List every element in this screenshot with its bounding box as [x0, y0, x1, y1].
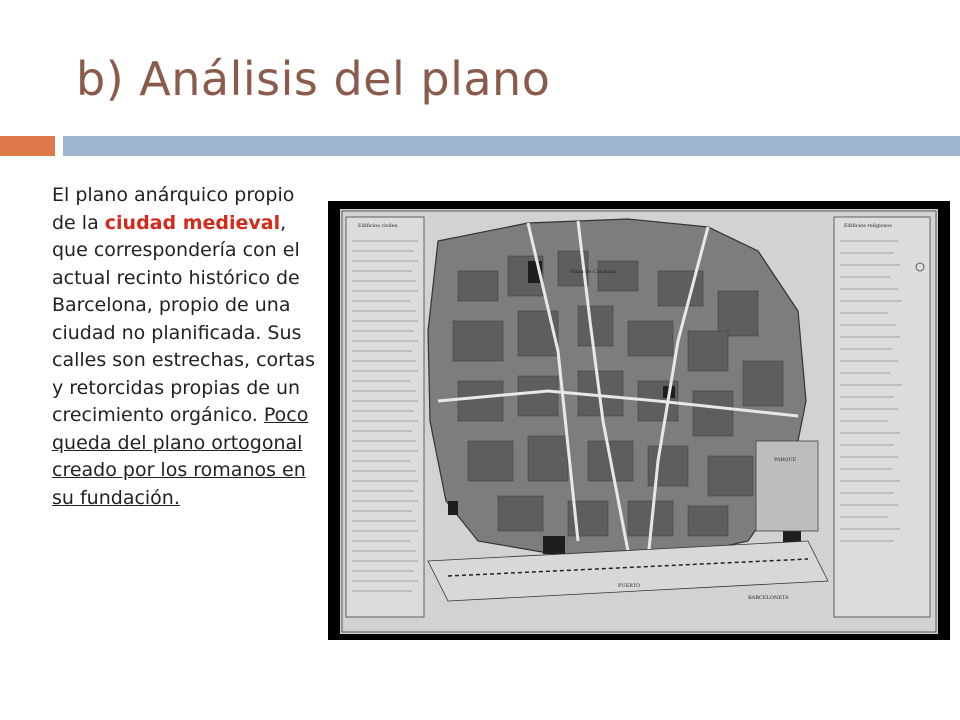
park-label: PARQUE [774, 457, 797, 463]
highlight-ciudad-medieval: ciudad medieval [104, 211, 281, 234]
map-drawing [328, 201, 950, 640]
right-legend-title: Edificios religiosos [844, 223, 892, 229]
body-paragraph [52, 182, 320, 512]
port-label: PUERTO [618, 583, 641, 589]
accent-bar-orange [0, 136, 55, 156]
plaza-label: Plaza de Cataluña [570, 269, 616, 275]
slide-title: b) Análisis del plano [76, 52, 551, 106]
barceloneta-label: BARCELONETA [748, 595, 789, 601]
accent-bar-blue [63, 136, 960, 156]
park-area [756, 441, 818, 531]
body-text-description: , que correspondería con el actual recinto histórico de Barcelona, propio de una ciudad no planificada. Sus calles son estrechas, cortas y retorcidas propias de un crecimiento orgánico. [52, 211, 315, 426]
left-legend-box [346, 217, 424, 617]
underlined-roman-plan: Poco queda del plano ortogonal creado por los romanos en su fundación. [52, 404, 309, 509]
barcelona-map-image [328, 201, 950, 640]
body-text-intro: El plano anárquico propio de la [52, 184, 295, 234]
left-legend-title: Edificios civiles [358, 223, 398, 229]
